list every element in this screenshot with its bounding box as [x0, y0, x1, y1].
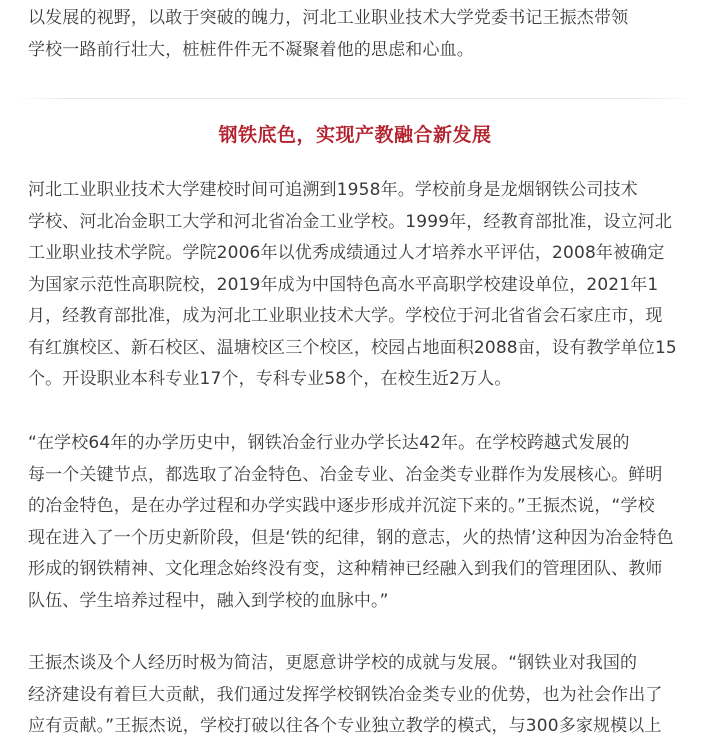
paragraph-personal-experience: 王振杰谈及个人经历时极为简洁，更愿意讲学校的成就与发展。“钢铁业对我国的 经济建设有着巨大贡献，我们通过发挥学校钢铁冶金类专业的优势，也为社会作出了 应有贡献。”王振杰说，学校打破以往各个专业独立教学的模式，与300多家规模以上	[28, 653, 663, 736]
paragraph-school-history: 河北工业职业技术大学建校时间可追溯到1958年。学校前身是龙烟钢铁公司技术 学校、河北冶金职工大学和河北省冶金工业学校。1999年，经教育部批准，设立河北 工业职业技术学院。学院2006年以优秀成绩通过人才培养水平评估，2008年被确定 为国家示范性高职院校，2019年成为中国特色高水平高职学校建设单位，2021年1 月，经教育部批准，成为河北工业职业技术大学。学校位于河北省省会石家庄市，现 有红旗校区、新石校区、温塘校区三个校区，校园占地面积2088亩，设有教学单位15 个。开设职业本科专业17个，专科专业58个，在校生近2万人。	[28, 180, 677, 389]
intro-paragraph: 以发展的视野，以敢于突破的魄力，河北工业职业技术大学党委书记王振杰带领 学校一路前行壮大，桩桩件件无不凝聚着他的思虑和心血。	[28, 8, 629, 60]
section-heading: 钢铁底色，实现产教融合新发展	[218, 124, 492, 146]
paragraph-metallurgy-tradition: “在学校64年的办学历史中，钢铁冶金行业办学长达42年。在学校跨越式发展的 每一个关键节点，都选取了冶金特色、冶金专业、冶金类专业群作为发展核心。鲜明 的冶金特色，是在办学过程和办学实践中逐步形成并沉淀下来的。”王振杰说，“学校 现在进入了一个历史新阶段，但是‘铁的纪律，钢的意志，火的热情’这种因为冶金特色 形成的钢铁精神、文化理念始终没有变，这种精神已经融入到我们的管理团队、教师 队伍、学生培养过程中，融入到学校的血脉中。”	[28, 433, 674, 611]
section-divider	[16, 98, 694, 99]
